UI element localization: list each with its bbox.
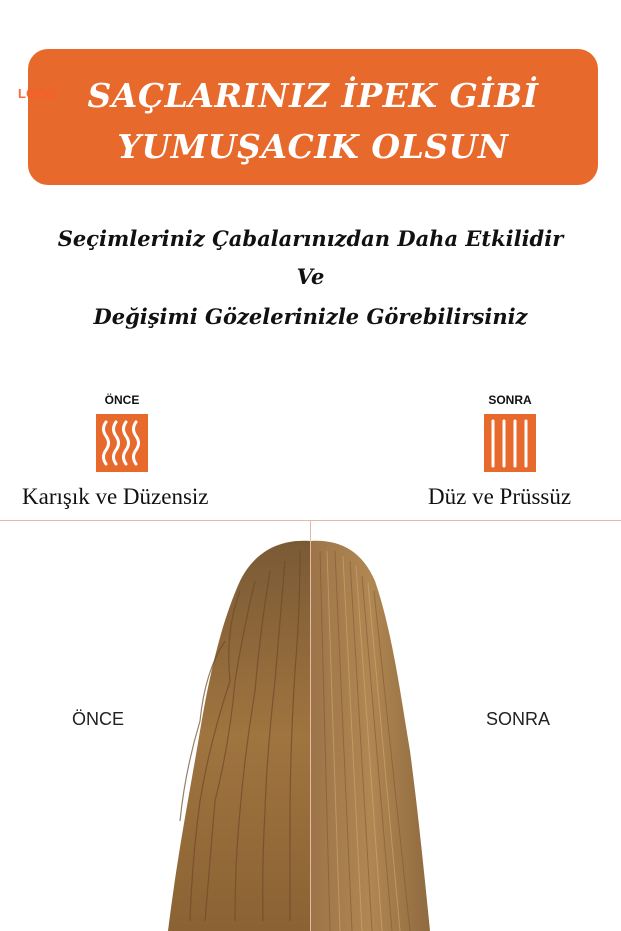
watermark-logo: LOGO xyxy=(18,86,57,101)
after-caption: Düz ve Prüssüz xyxy=(428,484,572,509)
headline-banner xyxy=(28,49,598,185)
subtitle-line-1: Seçimleriniz Çabalarınızdan Daha Etkilidir xyxy=(57,226,564,251)
subtitle-line-3: Değişimi Gözelerinizle Görebilirsiniz xyxy=(93,304,528,329)
after-tag: SONRA xyxy=(488,393,532,407)
before-tag: ÖNCE xyxy=(104,393,140,407)
subtitle-line-2: Ve xyxy=(296,264,325,289)
before-caption: Karışık ve Düzensiz xyxy=(22,484,209,509)
headline-line-2: YUMUŞACIK OLSUN xyxy=(117,127,509,166)
headline-line-1: SAÇLARINIZ İPEK GİBİ xyxy=(87,76,539,115)
wavy-hair-icon xyxy=(96,414,148,472)
vertical-divider xyxy=(310,520,311,931)
before-photo-label: ÖNCE xyxy=(72,709,125,729)
after-photo-label: SONRA xyxy=(486,709,551,729)
straight-hair-icon xyxy=(484,414,536,472)
